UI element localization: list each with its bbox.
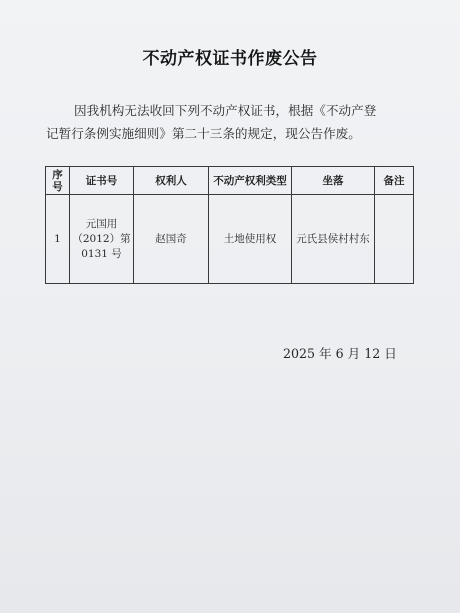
table-row — [46, 195, 414, 284]
cell-serial-number: 1 — [46, 195, 70, 284]
header-certificate-number: 证书号 — [70, 167, 134, 195]
header-serial-number: 序号 — [46, 167, 70, 195]
announcement-date: 2025 年 6 月 12 日 — [283, 346, 397, 361]
table-header-row — [46, 167, 414, 195]
cell-certificate-number: 元国用（2012）第0131 号 — [70, 195, 134, 284]
cell-right-holder: 赵国奇 — [134, 195, 209, 284]
header-location: 坐落 — [292, 167, 375, 195]
header-right-holder: 权利人 — [134, 167, 209, 195]
notice-paragraph — [46, 99, 416, 145]
cell-remarks — [375, 195, 414, 284]
notice-paragraph-line-2: 记暂行条例实施细则》第二十三条的规定，现公告作废。 — [46, 126, 361, 141]
header-remarks: 备注 — [375, 167, 414, 195]
document-title: 不动产权证书作废公告 — [142, 49, 318, 69]
cell-location: 元氏县侯村村东 — [292, 195, 375, 284]
certificate-table — [45, 166, 414, 284]
cell-right-type: 土地使用权 — [209, 195, 292, 284]
notice-paragraph-line-1: 因我机构无法收回下列不动产权证书，根据《不动产登 — [74, 103, 377, 118]
header-right-type: 不动产权利类型 — [209, 167, 292, 195]
